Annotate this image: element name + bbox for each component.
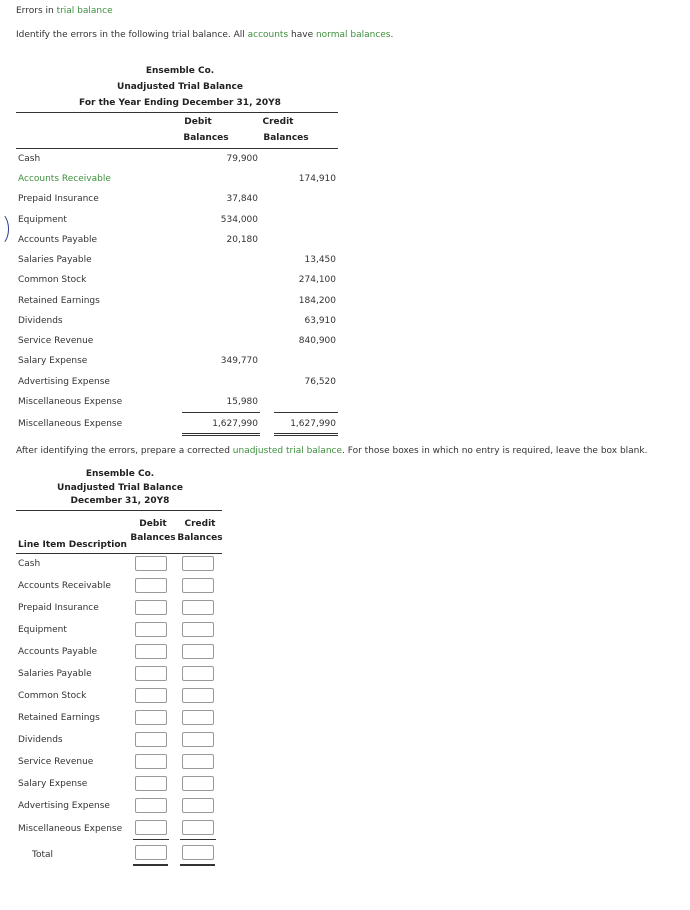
tb-row-credit: 174,910	[298, 174, 336, 184]
corrected-instructions	[16, 446, 686, 456]
tb-row-debit: 1,627,990	[212, 419, 258, 429]
ctb-debit-input[interactable]	[135, 732, 167, 747]
ctb-row-label: Equipment	[18, 625, 67, 635]
ctb-debit-input[interactable]	[135, 754, 167, 769]
ctb-columns-rule	[16, 553, 222, 554]
ctb-credit-input[interactable]	[182, 666, 214, 681]
ctb-credit-input[interactable]	[182, 798, 214, 813]
ctb-row-label: Salary Expense	[18, 779, 88, 789]
ctb-debit-input[interactable]	[135, 776, 167, 791]
after-text-2: . For those boxes in which no entry is required, leave the box blank.	[342, 446, 648, 456]
tb-row-label: Common Stock	[18, 275, 87, 285]
ctb-row-label: Retained Earnings	[18, 713, 100, 723]
tb-double-rule-credit	[274, 433, 338, 436]
ctb-title: Unadjusted Trial Balance	[57, 483, 183, 493]
ctb-total-rule-credit	[180, 839, 216, 840]
ctb-row-label: Accounts Payable	[18, 647, 98, 657]
tb-row-label: Miscellaneous Expense	[18, 419, 123, 429]
page-heading	[16, 6, 113, 16]
tb-row-credit: 184,200	[298, 296, 336, 306]
tb-row-credit: 13,450	[304, 255, 336, 265]
tb-row-label: Service Revenue	[18, 336, 94, 346]
tb-debit-header-1: Debit	[184, 117, 212, 127]
heading-prefix: Errors in	[16, 6, 57, 16]
ctb-row-label: Miscellaneous Expense	[18, 824, 123, 834]
ctb-debit-input[interactable]	[135, 578, 167, 593]
normal-balances-link[interactable]: normal balances	[315, 30, 391, 40]
tb-double-rule-debit	[182, 433, 260, 436]
ctb-line-item-header: Line Item Description	[18, 540, 127, 550]
ctb-total-credit-input[interactable]	[182, 845, 214, 860]
intro-text-3: .	[390, 30, 394, 40]
tb-row-credit: 76,520	[304, 377, 336, 387]
tb-header-rule	[16, 112, 338, 113]
ctb-debit-input[interactable]	[135, 666, 167, 681]
ctb-row-label: Service Revenue	[18, 757, 94, 767]
tb-row-debit: 15,980	[226, 397, 258, 407]
tb-title: Unadjusted Trial Balance	[117, 82, 243, 92]
tb-row-label: Salaries Payable	[18, 255, 92, 265]
tb-row-label: Equipment	[18, 215, 67, 225]
ctb-debit-input[interactable]	[135, 688, 167, 703]
tb-row-label: Retained Earnings	[18, 296, 100, 306]
ctb-date: December 31, 20Y8	[70, 496, 170, 506]
tb-total-rule-debit	[182, 412, 260, 413]
ctb-row-label: Common Stock	[18, 691, 87, 701]
ctb-header-rule	[16, 510, 222, 511]
ctb-debit-header-1: Debit	[139, 519, 167, 529]
ctb-credit-input[interactable]	[182, 622, 214, 637]
ctb-credit-input[interactable]	[182, 776, 214, 791]
ctb-total-double-rule-debit	[133, 864, 168, 866]
ctb-debit-input[interactable]	[135, 710, 167, 725]
ctb-credit-header-1: Credit	[184, 519, 216, 529]
tb-row-credit: 274,100	[298, 275, 336, 285]
tb-row-credit: 1,627,990	[290, 419, 336, 429]
tb-total-rule-credit	[274, 412, 338, 413]
tb-row-label: Prepaid Insurance	[18, 194, 99, 204]
ctb-total-double-rule-credit	[180, 864, 215, 866]
tb-debit-header-2: Balances	[183, 133, 229, 143]
ctb-row-label: Advertising Expense	[18, 801, 110, 811]
tb-row-label: Salary Expense	[18, 356, 88, 366]
ctb-row-label: Accounts Receivable	[18, 581, 111, 591]
ctb-credit-input[interactable]	[182, 644, 214, 659]
accounts-link[interactable]: accounts	[247, 30, 289, 40]
ctb-debit-input[interactable]	[135, 556, 167, 571]
ctb-credit-input[interactable]	[182, 754, 214, 769]
trial-balance-link[interactable]: trial balance	[56, 6, 113, 16]
intro-text-1: Identify the errors in the following trial balance. All	[16, 30, 248, 40]
tb-row-label: Dividends	[18, 316, 63, 326]
ctb-credit-input[interactable]	[182, 688, 214, 703]
ctb-debit-input[interactable]	[135, 600, 167, 615]
tb-row-debit: 349,770	[220, 356, 258, 366]
tb-row-label: Cash	[18, 154, 41, 164]
ctb-total-debit-input[interactable]	[135, 845, 167, 860]
ctb-row-label: Dividends	[18, 735, 63, 745]
tb-credit-header-1: Credit	[262, 117, 294, 127]
ctb-credit-input[interactable]	[182, 732, 214, 747]
ctb-row-label: Salaries Payable	[18, 669, 92, 679]
tb-columns-rule	[16, 148, 338, 149]
tb-row-label[interactable]: Accounts Receivable	[18, 174, 111, 184]
ctb-total-label: Total	[32, 850, 54, 860]
tb-period: For the Year Ending December 31, 20Y8	[79, 98, 281, 108]
ctb-debit-input[interactable]	[135, 820, 167, 835]
tb-row-debit: 79,900	[226, 154, 258, 164]
ctb-credit-input[interactable]	[182, 556, 214, 571]
ctb-credit-input[interactable]	[182, 710, 214, 725]
ctb-debit-input[interactable]	[135, 622, 167, 637]
ctb-credit-input[interactable]	[182, 820, 214, 835]
ctb-debit-input[interactable]	[135, 798, 167, 813]
ctb-row-label: Cash	[18, 559, 41, 569]
ctb-debit-header-2: Balances	[130, 533, 176, 543]
tb-row-credit: 63,910	[304, 316, 336, 326]
intro-text-2: have	[288, 30, 316, 40]
tb-row-label: Advertising Expense	[18, 377, 110, 387]
tb-row-debit: 37,840	[226, 194, 258, 204]
tb-row-label: Accounts Payable	[18, 235, 98, 245]
ctb-row-label: Prepaid Insurance	[18, 603, 99, 613]
tb-row-debit: 20,180	[226, 235, 258, 245]
tb-company: Ensemble Co.	[145, 66, 215, 76]
ctb-credit-input[interactable]	[182, 600, 214, 615]
ctb-debit-input[interactable]	[135, 644, 167, 659]
after-text-1: After identifying the errors, prepare a corrected	[16, 446, 233, 456]
instructions	[16, 30, 393, 40]
tb-credit-header-2: Balances	[263, 133, 309, 143]
ctb-credit-input[interactable]	[182, 578, 214, 593]
ctb-company: Ensemble Co.	[85, 469, 155, 479]
ctb-credit-header-2: Balances	[177, 533, 223, 543]
tb-row-credit: 840,900	[298, 336, 336, 346]
selection-bracket-icon	[0, 212, 9, 246]
tb-row-debit: 534,000	[220, 215, 258, 225]
tb-row-label: Miscellaneous Expense	[18, 397, 123, 407]
unadjusted-trial-balance-link[interactable]: unadjusted trial balance	[232, 446, 343, 456]
ctb-total-rule-debit	[133, 839, 169, 840]
